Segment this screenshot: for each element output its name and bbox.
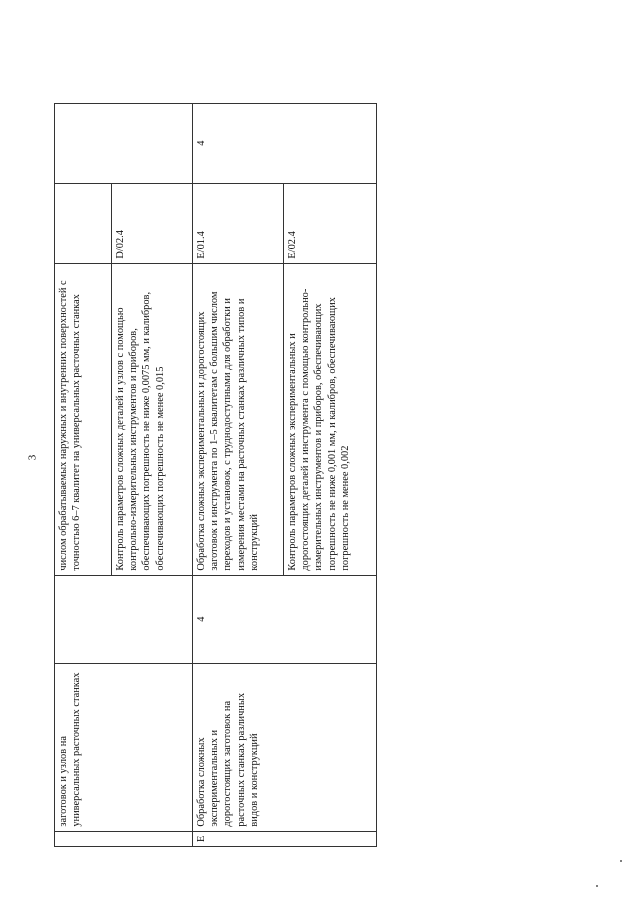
task-code-cell (55, 183, 112, 263)
task-name-cell: Контроль параметров сложных экспериментальных и дорогостоящих деталей и инструмента с помощью контрольно-измерительных инструментов и приборов, обеспечивающих погрешность не ниже 0,001 мм, и калибров, обеспечивающих погрешность не менее 0,002 (284, 263, 377, 575)
task-code-cell: D/02.4 (112, 183, 193, 263)
level-cell (55, 575, 193, 663)
page-number: 3 (26, 454, 39, 461)
func-code-cell (55, 831, 193, 846)
task-name-cell: Обработка сложных экспериментальных и дорогостоящих заготовок и инструмента по 1–5 квалитетам с большим числом переходов и установок, с труднодоступными для обработки и измерения местами на расточных станках различных типов и конструкций (193, 263, 284, 575)
table-row-continued (55, 103, 112, 846)
task-name-cell: числом обрабатываемых наружных и внутренних поверхностей с точностью 6–7 квалитет на универсальных расточных станках (55, 263, 112, 575)
table-row-e (193, 103, 284, 846)
func-name-cell: заготовок и узлов на универсальных расточных станках (55, 663, 193, 831)
level-cell: 4 (193, 575, 377, 663)
qual-level-cell (55, 103, 193, 183)
scan-speck (620, 860, 622, 862)
task-code-cell: E/01.4 (193, 183, 284, 263)
task-name-cell: Контроль параметров сложных деталей и узлов с помощью контрольно-измерительных инструментов и приборов, обеспечивающих погрешность не ниже 0,0075 мм, и калибров, обеспечивающих погрешность не менее 0,015 (112, 263, 193, 575)
func-name-cell: Обработка сложных экспериментальных и дорогостоящих заготовок на расточных станках различных видов и конструкций (193, 663, 377, 831)
rotated-page (0, 57, 640, 905)
qual-level-cell: 4 (193, 103, 377, 183)
functions-table (54, 103, 377, 847)
scan-speck (596, 885, 598, 887)
func-code-cell: E (193, 831, 377, 846)
task-code-cell: E/02.4 (284, 183, 377, 263)
